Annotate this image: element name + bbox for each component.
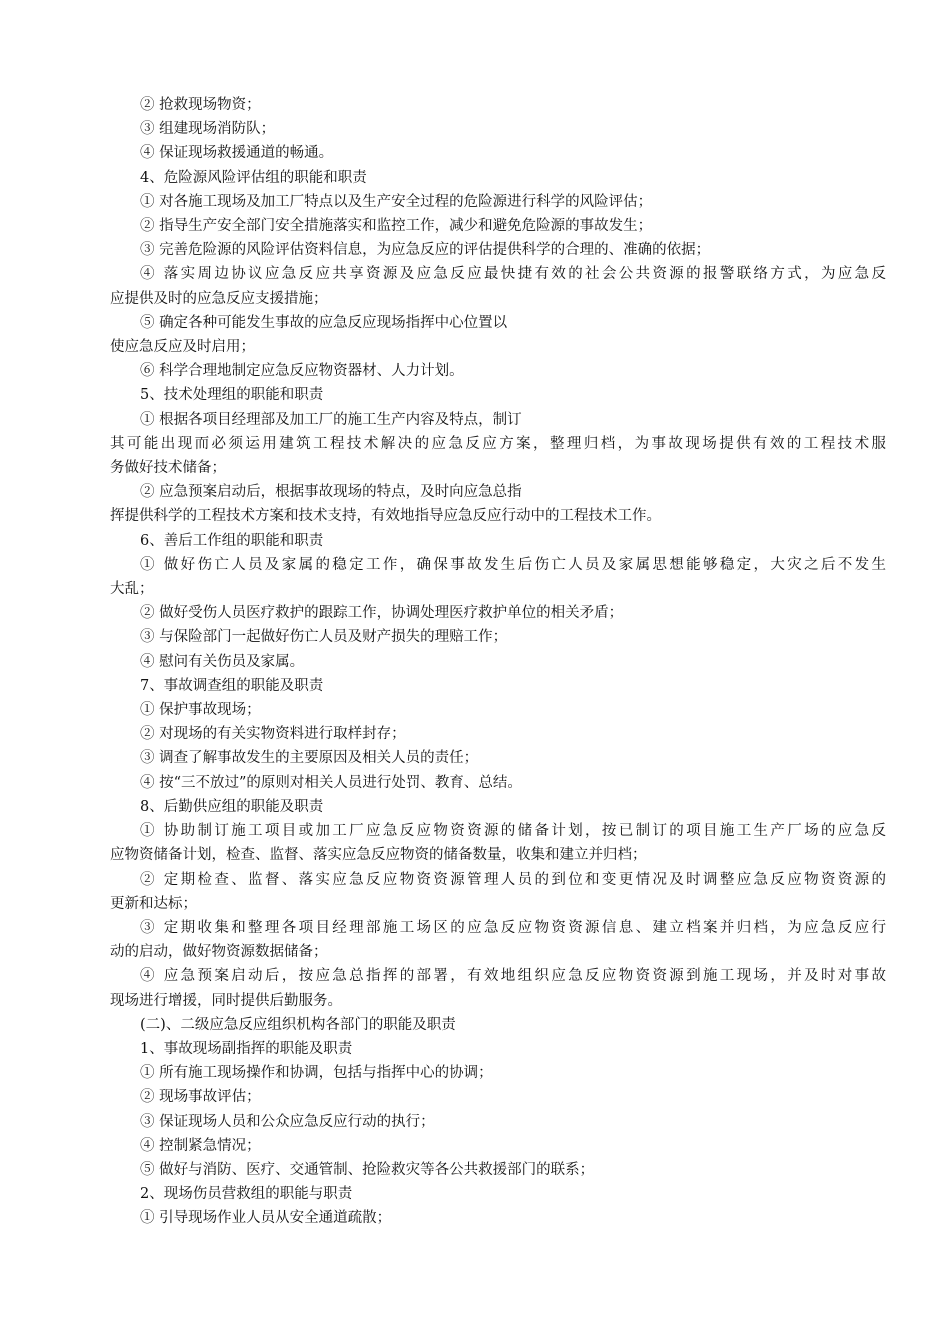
- text-line: ② 定期检查、监督、落实应急反应物资资源管理人员的到位和变更情况及时调整应急反应物资资源的: [140, 871, 886, 888]
- text-line: ② 指导生产安全部门安全措施落实和监控工作，减少和避免危险源的事故发生；: [140, 218, 653, 235]
- text-line: 应物资储备计划，检查、监督、落实应急反应物资的储备数量，收集和建立并归档；: [110, 847, 647, 864]
- text-line: 务做好技术储备；: [110, 460, 226, 477]
- text-line: 其可能出现而必须运用建筑工程技术解决的应急反应方案，整理归档，为事故现场提供有效的工程技术服: [110, 435, 886, 452]
- text-line: 1、事故现场副指挥的职能及职责: [140, 1040, 353, 1057]
- text-line: ① 协助制订施工项目或加工厂应急反应物资资源的储备计划，按已制订的项目施工生产厂场的应急反: [140, 823, 886, 840]
- text-line: 大乱；: [110, 581, 154, 598]
- text-line: ① 对各施工现场及加工厂特点以及生产安全过程的危险源进行科学的风险评估；: [140, 193, 653, 210]
- text-line: 现场进行增援，同时提供后勤服务。: [110, 992, 342, 1009]
- text-line: 动的启动，做好物资源数据储备；: [110, 944, 328, 961]
- text-line: 应提供及时的应急反应支援措施；: [110, 290, 328, 307]
- text-line: ④ 控制紧急情况；: [140, 1137, 261, 1154]
- text-line: ③ 完善危险源的风险评估资料信息，为应急反应的评估提供科学的合理的、准确的依据；: [140, 242, 711, 259]
- text-line: 6、善后工作组的职能和职责: [140, 532, 324, 549]
- text-line: ① 根据各项目经理部及加工厂的施工生产内容及特点，制订: [140, 411, 522, 428]
- text-line: ② 对现场的有关实物资料进行取样封存；: [140, 726, 406, 743]
- text-line: (二)、二级应急反应组织机构各部门的职能及职责: [140, 1016, 456, 1033]
- text-line: ③ 调查了解事故发生的主要原因及相关人员的责任；: [140, 750, 479, 767]
- text-line: ② 现场事故评估；: [140, 1089, 261, 1106]
- document-page: [110, 93, 886, 1231]
- text-line: 挥提供科学的工程技术方案和技术支持，有效地指导应急反应行动中的工程技术工作。: [110, 508, 661, 525]
- text-line: ④ 落实周边协议应急反应共享资源及应急反应最快捷有效的社会公共资源的报警联络方式，为应急反: [140, 266, 886, 283]
- text-line: 7、事故调查组的职能及职责: [140, 677, 324, 694]
- text-line: ③ 定期收集和整理各项目经理部施工场区的应急反应物资资源信息、建立档案并归档，为应急反应行: [140, 919, 886, 936]
- text-line: ③ 保证现场人员和公众应急反应行动的执行；: [140, 1113, 435, 1130]
- text-line: 使应急反应及时启用；: [110, 339, 255, 356]
- text-line: ⑤ 确定各种可能发生事故的应急反应现场指挥中心位置以: [140, 314, 508, 331]
- text-line: ④ 应急预案启动后，按应急总指挥的部署，有效地组织应急反应物资资源到施工现场，并及时对事故: [140, 968, 886, 985]
- text-line: 更新和达标；: [110, 895, 197, 912]
- text-line: ③ 组建现场消防队；: [140, 121, 276, 138]
- text-line: ③ 与保险部门一起做好伤亡人员及财产损失的理赔工作；: [140, 629, 508, 646]
- text-line: ① 所有施工现场操作和协调，包括与指挥中心的协调；: [140, 1065, 493, 1082]
- text-line: ② 抢救现场物资；: [140, 97, 261, 113]
- text-line: ④ 保证现场救援通道的畅通。: [140, 145, 334, 162]
- text-line: ① 做好伤亡人员及家属的稳定工作，确保事故发生后伤亡人员及家属思想能够稳定，大灾之后不发生: [140, 556, 886, 573]
- text-line: 4、危险源风险评估组的职能和职责: [140, 169, 367, 186]
- text-line: ① 保护事故现场；: [140, 702, 261, 719]
- text-line: ① 引导现场作业人员从安全通道疏散；: [140, 1210, 392, 1227]
- text-line: 8、后勤供应组的职能及职责: [140, 798, 324, 815]
- text-line: ② 应急预案启动后，根据事故现场的特点，及时向应急总指: [140, 484, 522, 501]
- text-line: ⑤ 做好与消防、医疗、交通管制、抢险救灾等各公共救援部门的联系；: [140, 1161, 595, 1178]
- text-line: 5、技术处理组的职能和职责: [140, 387, 324, 404]
- text-line: ② 做好受伤人员医疗救护的跟踪工作，协调处理医疗救护单位的相关矛盾；: [140, 605, 624, 622]
- text-line: ④ 慰问有关伤员及家属。: [140, 653, 305, 670]
- text-line: ④ 按“三不放过”的原则对相关人员进行处罚、教育、总结。: [140, 774, 522, 791]
- text-line: ⑥ 科学合理地制定应急反应物资器材、人力计划。: [140, 363, 464, 380]
- text-line: 2、现场伤员营救组的职能与职责: [140, 1186, 353, 1203]
